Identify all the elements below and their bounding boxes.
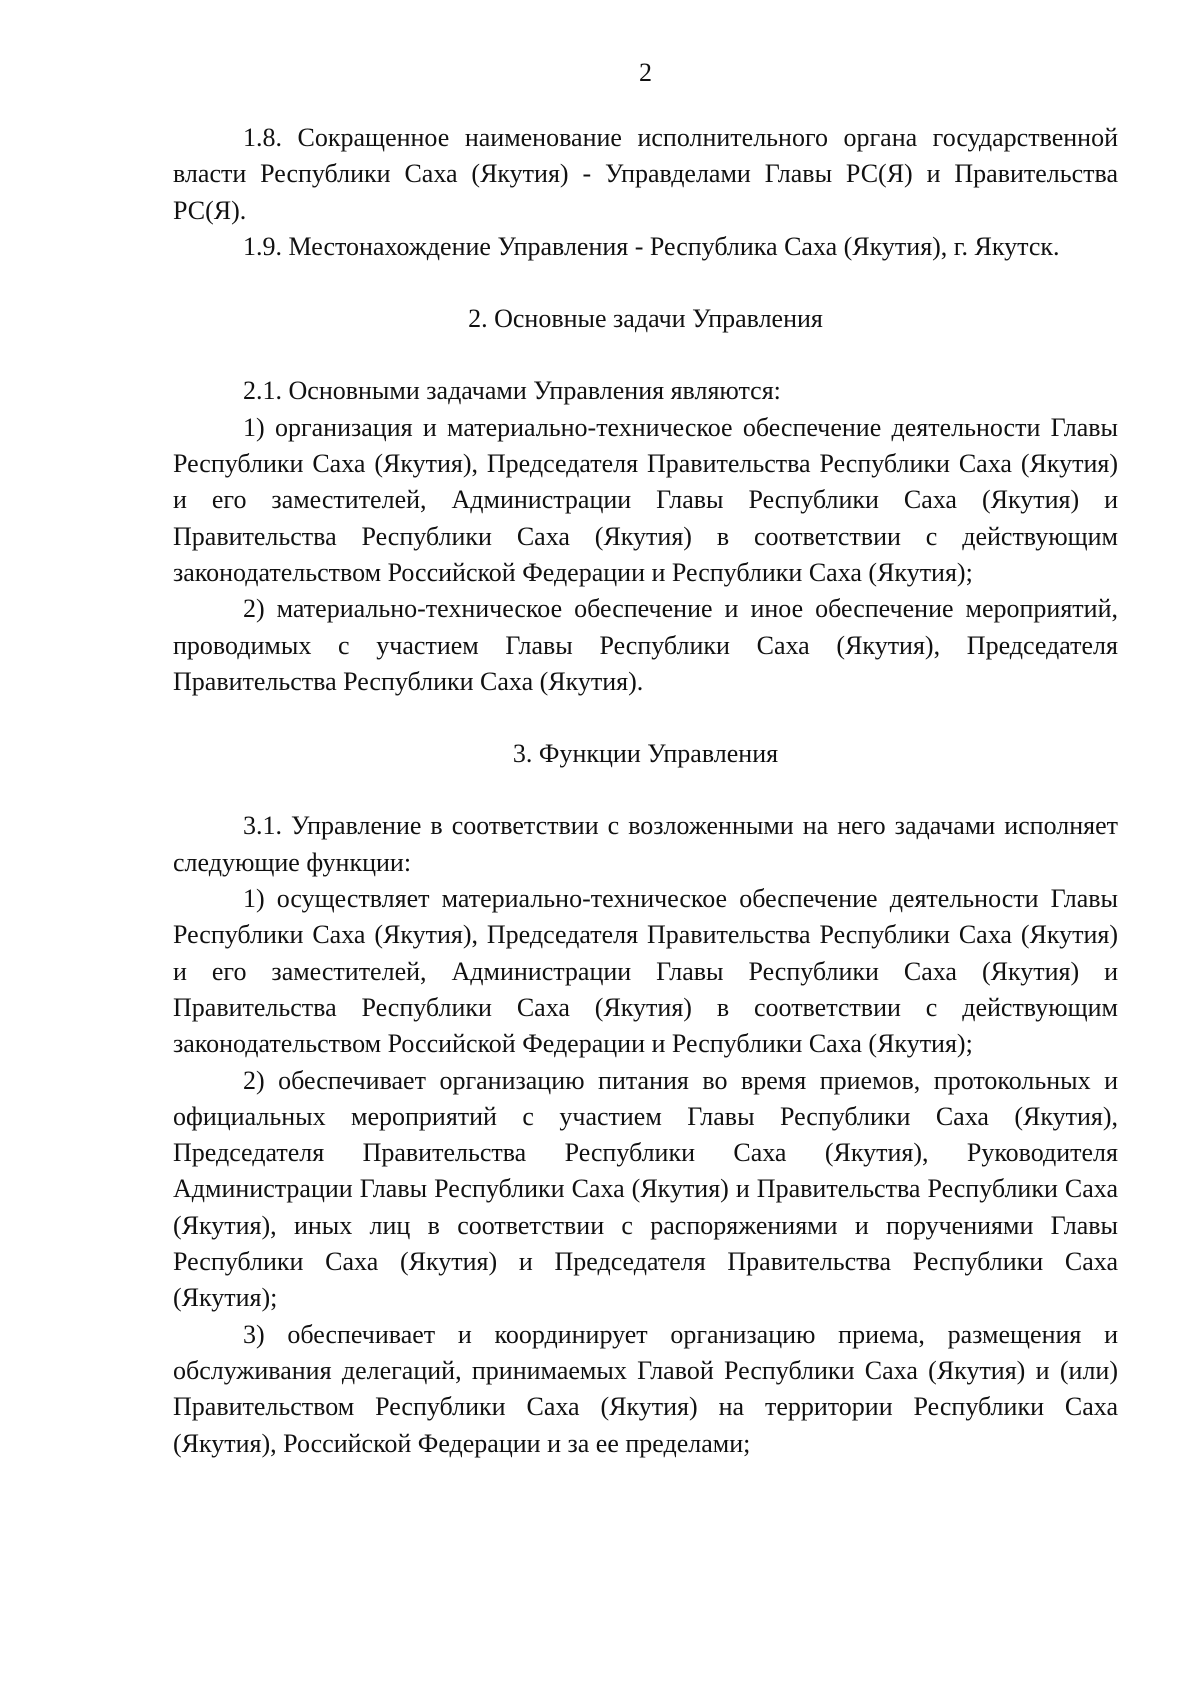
paragraph-3-1-item-2: 2) обеспечивает организацию питания во время приемов, протокольных и официальных мероприятий с участием Главы Республики Саха (Якутия), Председателя Правительства Республики Саха (Якутия), Руководителя Администрации Главы Республики Саха (Якутия) и Правительства Республики Саха (Якутия), иных лиц в соответствии с распоряжениями и поручениями Главы Республики Саха (Якутия) и Председателя Правительства Республики Саха (Якутия); <box>173 1065 1118 1313</box>
paragraph-1-9: 1.9. Местонахождение Управления - Республика Саха (Якутия), г. Якутск. <box>243 231 1060 261</box>
paragraph-2-1-item-1: 1) организация и материально-техническое обеспечение деятельности Главы Республики Саха (Якутия), Председателя Правительства Республики Саха (Якутия) и его заместителей, Администрации Главы Республики Саха (Якутия) и Правительства Республики Саха (Якутия) в соответствии с действующим законодательством Российской Федерации и Республики Саха (Якутия); <box>173 412 1118 587</box>
paragraph-2-1-item-2: 2) материально-техническое обеспечение и иное обеспечение мероприятий, проводимых с участием Главы Республики Саха (Якутия), Председателя Правительства Республики Саха (Якутия). <box>173 594 1118 696</box>
section-heading-3: 3. Функции Управления <box>512 739 779 769</box>
paragraph-2-1: 2.1. Основными задачами Управления являются: <box>243 376 781 406</box>
page-number: 2 <box>639 58 652 87</box>
paragraph-1-8: 1.8. Сокращенное наименование исполнительного органа государственной власти Республики Саха (Якутия) - Управделами Главы РС(Я) и Правительства РС(Я). <box>173 123 1118 225</box>
paragraph-3-1-item-3: 3) обеспечивает и координирует организацию приема, размещения и обслуживания делегаций, принимаемых Главой Республики Саха (Якутия) и (или) Правительством Республики Саха (Якутия) на территории Республики Саха (Якутия), Российской Федерации и за ее пределами; <box>173 1319 1118 1458</box>
section-heading-2: 2. Основные задачи Управления <box>468 304 823 334</box>
paragraph-3-1: 3.1. Управление в соответствии с возложенными на него задачами исполняет следующие функции: <box>173 811 1118 877</box>
document-body <box>173 120 1118 1462</box>
paragraph-3-1-item-1: 1) осуществляет материально-техническое обеспечение деятельности Главы Республики Саха (Якутия), Председателя Правительства Республики Саха (Якутия) и его заместителей, Администрации Главы Республики Саха (Якутия) и Правительства Республики Саха (Якутия) в соответствии с действующим законодательством Российской Федерации и Республики Саха (Якутия); <box>173 884 1118 1059</box>
